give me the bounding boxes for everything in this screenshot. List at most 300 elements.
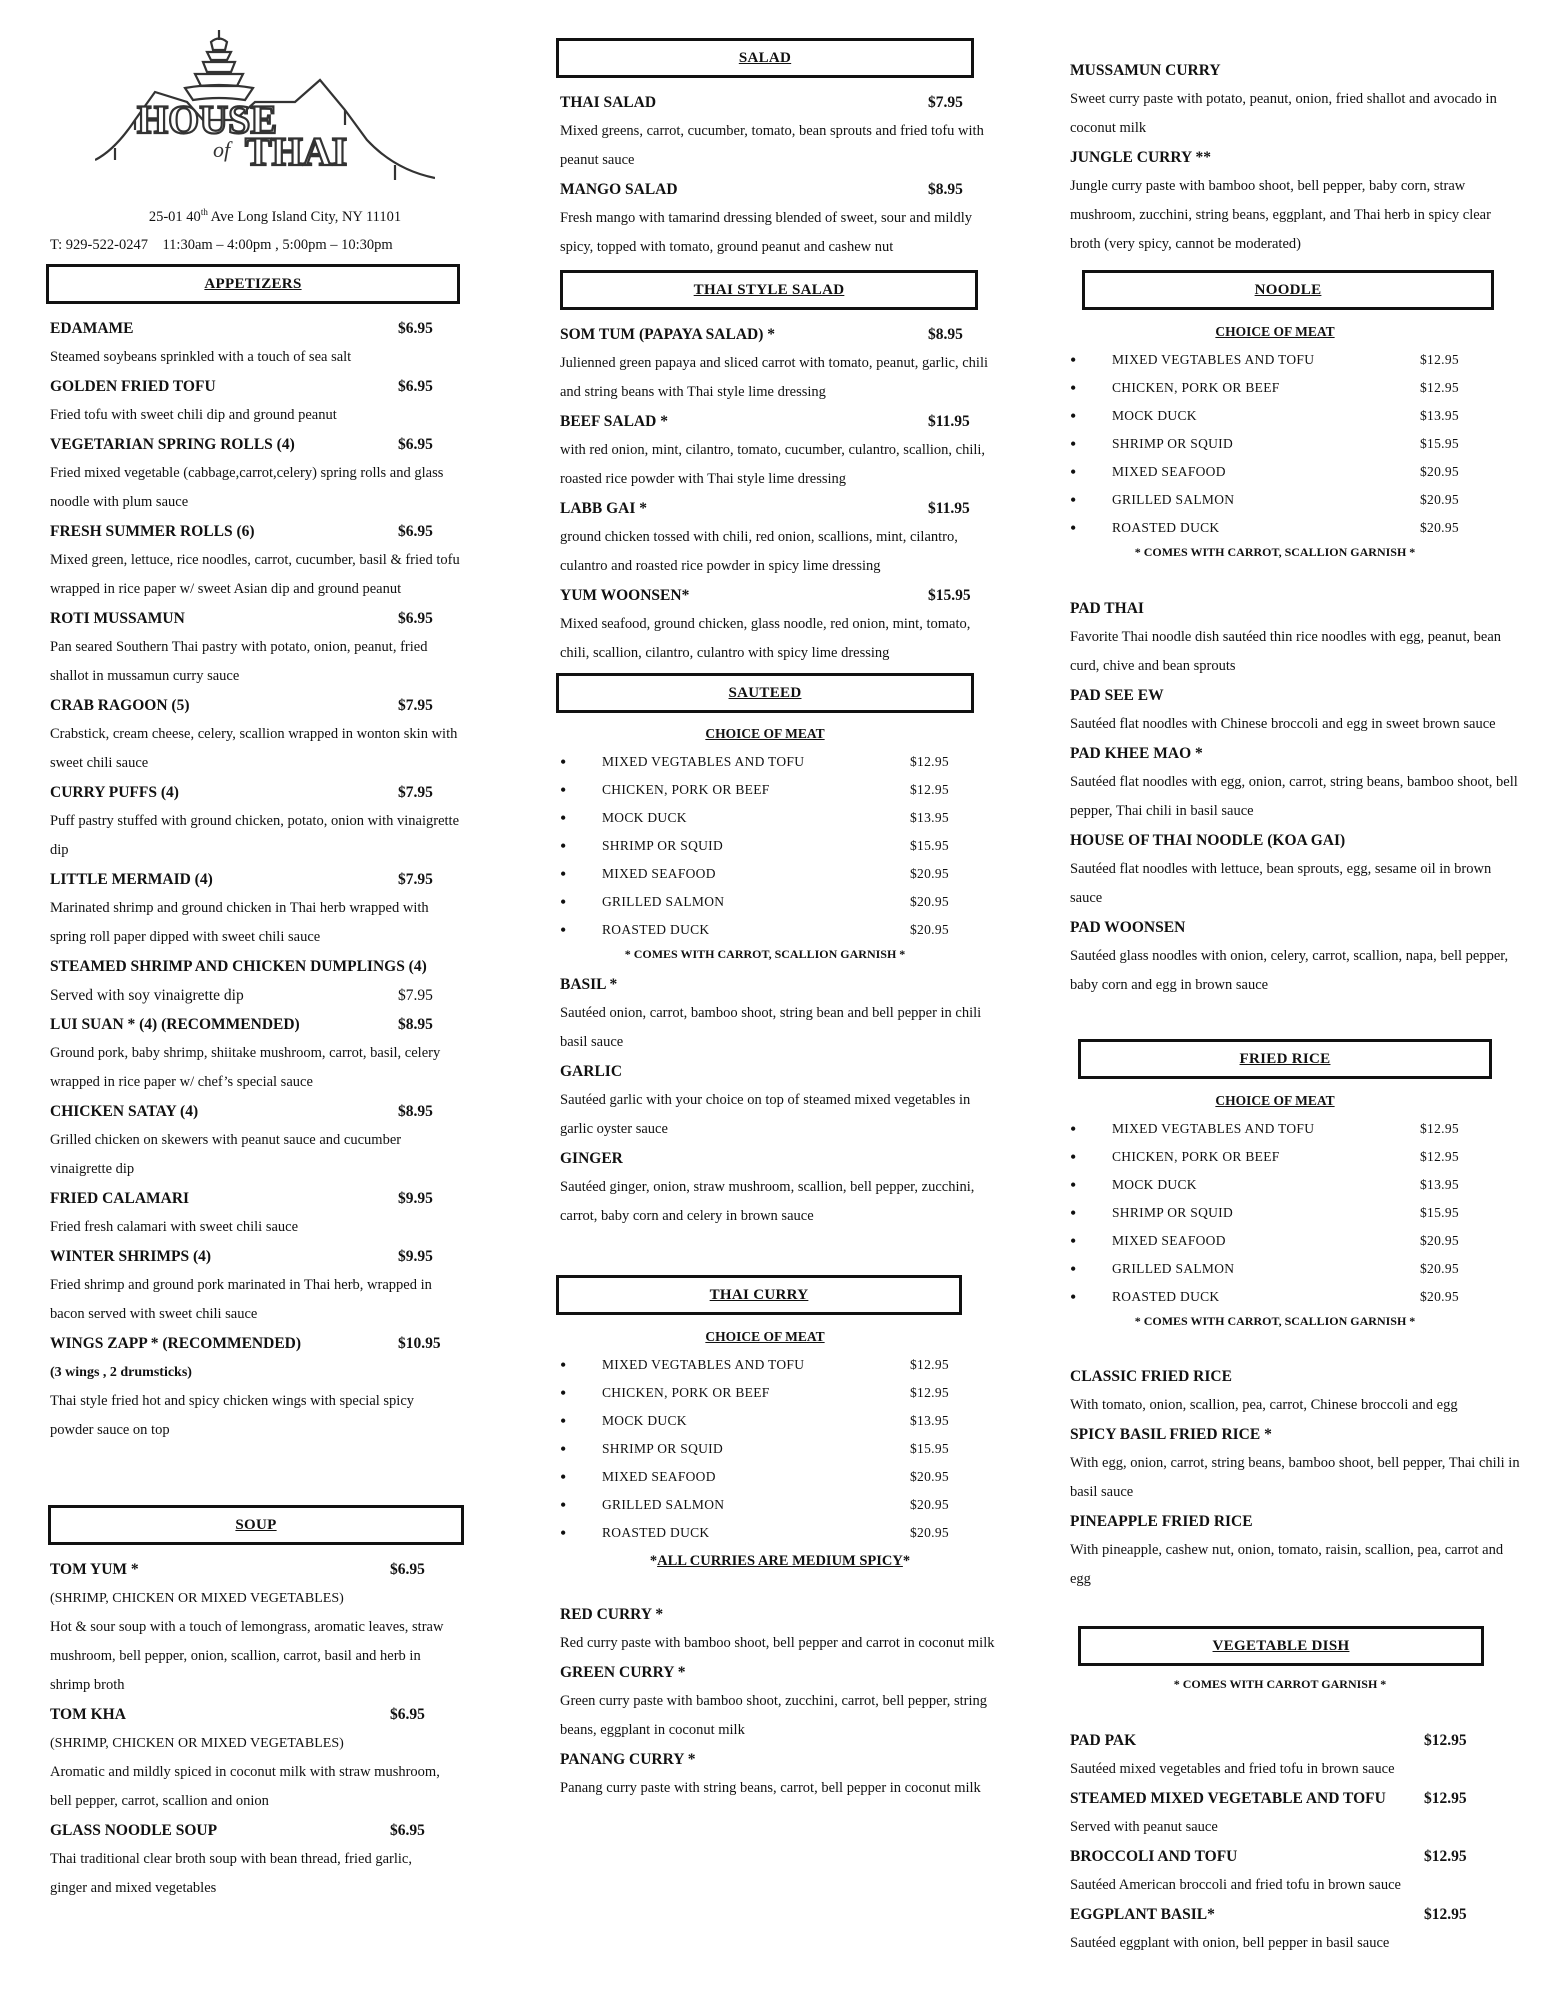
- vegetable-dish-header: VEGETABLE DISH: [1078, 1626, 1484, 1666]
- menu-item-row: [1070, 681, 1520, 710]
- meat-option: [560, 1351, 970, 1379]
- menu-item-row: [560, 494, 1000, 523]
- menu-item-row: [560, 407, 1000, 436]
- menu-item-row: [50, 1700, 450, 1729]
- meat-option-price: $20.95: [1420, 1233, 1459, 1248]
- item-description: Sautéed eggplant with onion, bell pepper in basil sauce: [1070, 1935, 1390, 1951]
- item-name: GINGER: [560, 1150, 623, 1167]
- meat-option: [560, 776, 970, 804]
- menu-item-row: [1070, 143, 1520, 172]
- noodle-header: NOODLE: [1082, 270, 1494, 310]
- meat-option-name: MIXED VEGTABLES AND TOFU: [1112, 1121, 1315, 1136]
- item-description: With pineapple, cashew nut, onion, tomato, raisin, scallion, pea, carrot and egg: [1070, 1542, 1504, 1587]
- meat-option: [1070, 402, 1480, 430]
- hours: 11:30am – 4:00pm , 5:00pm – 10:30pm: [162, 237, 393, 253]
- meat-option: [1070, 374, 1480, 402]
- item-name: WINTER SHRIMPS (4): [50, 1248, 212, 1265]
- bullet-icon: •: [1070, 1175, 1077, 1195]
- item-name: LITTLE MERMAID (4): [50, 871, 213, 888]
- fried-rice-header: FRIED RICE: [1078, 1039, 1492, 1079]
- menu-item-row: [560, 1057, 1000, 1086]
- item-name: STEAMED MIXED VEGETABLE AND TOFU: [1070, 1790, 1386, 1807]
- item-name: STEAMED SHRIMP AND CHICKEN DUMPLINGS (4): [50, 958, 427, 975]
- item-description: Red curry paste with bamboo shoot, bell pepper and carrot in coconut milk: [560, 1635, 995, 1651]
- meat-option-name: SHRIMP OR SQUID: [602, 838, 724, 853]
- item-name: BROCCOLI AND TOFU: [1070, 1848, 1238, 1865]
- item-name: PAD KHEE MAO *: [1070, 745, 1203, 762]
- meat-option-price: $15.95: [910, 1441, 949, 1456]
- item-description: Fried shrimp and ground pork marinated in Thai herb, wrapped in bacon served with sweet chili sauce: [50, 1277, 432, 1322]
- item-description: Thai style fried hot and spicy chicken wings with special spicy powder sauce on top: [50, 1393, 415, 1438]
- item-name: SPICY BASIL FRIED RICE *: [1070, 1426, 1272, 1443]
- meat-option-price: $12.95: [1420, 380, 1459, 395]
- item-name: YUM WOONSEN*: [560, 587, 690, 604]
- meat-option: [1070, 458, 1480, 486]
- choice-of-meat-list: [1070, 1115, 1480, 1311]
- meat-option-name: SHRIMP OR SQUID: [602, 1441, 724, 1456]
- item-description: Fried tofu with sweet chili dip and ground peanut: [50, 407, 337, 423]
- menu-item-row: [560, 88, 1000, 117]
- appetizers-list: [50, 314, 460, 1445]
- meat-option-name: MIXED SEAFOOD: [602, 866, 716, 881]
- address-prefix: 25-01 40: [148, 208, 201, 225]
- bullet-icon: •: [1070, 406, 1077, 426]
- item-price: $7.95: [398, 697, 433, 714]
- menu-item-row: [50, 778, 460, 807]
- thai-style-salad-list: [560, 320, 1000, 668]
- bullet-icon: •: [560, 780, 567, 800]
- menu-item-row: [50, 952, 460, 981]
- curry-spicy-note: [560, 1548, 1000, 1574]
- noodle-choice: [1070, 318, 1480, 562]
- menu-item-row: [560, 1600, 1000, 1629]
- bullet-icon: •: [560, 1383, 567, 1403]
- meat-option-price: $20.95: [1420, 492, 1459, 507]
- item-name: RED CURRY *: [560, 1606, 664, 1623]
- menu-item-row: [50, 1816, 450, 1845]
- item-description: Sautéed flat noodles with egg, onion, carrot, string beans, bamboo shoot, bell pepper, Thai chili in basil sauce: [1070, 774, 1518, 819]
- meat-option-name: MIXED SEAFOOD: [1112, 464, 1226, 479]
- meat-option-price: $15.95: [1420, 1205, 1459, 1220]
- sauteed-list: [560, 970, 1000, 1231]
- meat-option-price: $20.95: [910, 922, 949, 937]
- meat-option-price: $12.95: [1420, 1149, 1459, 1164]
- bullet-icon: •: [560, 752, 567, 772]
- logo-of-text: of: [213, 137, 231, 162]
- spicy-note-prefix: *: [649, 1553, 658, 1569]
- item-description: Green curry paste with bamboo shoot, zucchini, carrot, bell pepper, string beans, eggplant in coconut milk: [560, 1693, 988, 1738]
- item-name: ROTI MUSSAMUN: [50, 610, 185, 627]
- meat-option-name: GRILLED SALMON: [1112, 492, 1235, 507]
- logo-house-text: HOUSE: [137, 97, 278, 142]
- item-price: $7.95: [398, 871, 433, 888]
- bullet-icon: •: [560, 808, 567, 828]
- item-description: Thai traditional clear broth soup with bean thread, fried garlic, ginger and mixed vegetables: [50, 1851, 412, 1896]
- salad-list: [560, 88, 1000, 262]
- vegetable-dish-list: [1070, 1726, 1480, 1958]
- menu-item-row: [560, 1658, 1000, 1687]
- address: [50, 207, 500, 226]
- menu-item-row: [1070, 1420, 1520, 1449]
- item-name: BASIL *: [560, 976, 618, 993]
- item-name: PANANG CURRY *: [560, 1751, 696, 1768]
- item-price: $9.95: [398, 1248, 433, 1265]
- item-name: BEEF SALAD *: [560, 413, 668, 430]
- menu-item-row: [50, 1097, 460, 1126]
- menu-item-row: [50, 1184, 460, 1213]
- soup-list: [50, 1555, 450, 1903]
- bullet-icon: •: [560, 1411, 567, 1431]
- address-suffix: Ave Long Island City, NY 11101: [207, 208, 402, 225]
- meat-option-price: $13.95: [910, 1413, 949, 1428]
- item-description: Julienned green papaya and sliced carrot with tomato, peanut, garlic, chili and string beans with Thai style lime dressing: [560, 355, 988, 400]
- menu-item-row: [50, 1242, 460, 1271]
- item-name: FRIED CALAMARI: [50, 1190, 190, 1207]
- item-name: LABB GAI *: [560, 500, 647, 517]
- item-name: EDAMAME: [50, 320, 134, 337]
- choice-of-meat-title: CHOICE OF MEAT: [1215, 1093, 1335, 1108]
- menu-item-row: [50, 1010, 460, 1039]
- item-price: $12.95: [1424, 1790, 1467, 1807]
- meat-option-name: CHICKEN, PORK OR BEEF: [602, 782, 770, 797]
- thai-curry-header: THAI CURRY: [556, 1275, 962, 1315]
- thai-curry-list: [560, 1600, 1000, 1803]
- bullet-icon: •: [1070, 518, 1077, 538]
- item-description: Mixed greens, carrot, cucumber, tomato, bean sprouts and fried tofu with peanut sauce: [560, 123, 984, 168]
- item-name: HOUSE OF THAI NOODLE (KOA GAI): [1070, 832, 1346, 849]
- meat-option: [560, 748, 970, 776]
- meat-option-name: MIXED VEGTABLES AND TOFU: [602, 754, 805, 769]
- meat-option: [560, 1491, 970, 1519]
- meat-option: [560, 1463, 970, 1491]
- meat-option-price: $20.95: [910, 1497, 949, 1512]
- garnish-note: * COMES WITH CARROT, SCALLION GARNISH *: [1134, 1314, 1416, 1328]
- salad-header: SALAD: [556, 38, 974, 78]
- item-name: MUSSAMUN CURRY: [1070, 62, 1221, 79]
- item-price: $6.95: [398, 523, 433, 540]
- item-name: VEGETARIAN SPRING ROLLS (4): [50, 436, 295, 453]
- menu-item-row: [1070, 1362, 1520, 1391]
- item-name: GREEN CURRY *: [560, 1664, 686, 1681]
- item-name: EGGPLANT BASIL*: [1070, 1906, 1215, 1923]
- meat-option: [560, 804, 970, 832]
- menu-item-row: [560, 970, 1000, 999]
- bullet-icon: •: [1070, 1287, 1077, 1307]
- meat-option-price: $20.95: [1420, 1289, 1459, 1304]
- meat-option-price: $15.95: [910, 838, 949, 853]
- item-price: $6.95: [390, 1822, 425, 1839]
- menu-item-row: [1070, 739, 1520, 768]
- menu-item-row: [50, 517, 460, 546]
- bullet-icon: •: [1070, 462, 1077, 482]
- choice-of-meat-title: CHOICE OF MEAT: [705, 726, 825, 741]
- menu-item-row: [50, 372, 460, 401]
- meat-option-price: $13.95: [910, 810, 949, 825]
- meat-option-name: CHICKEN, PORK OR BEEF: [1112, 380, 1280, 395]
- item-price: $9.95: [398, 1190, 433, 1207]
- meat-option: [1070, 1283, 1480, 1311]
- bullet-icon: •: [1070, 1147, 1077, 1167]
- sauteed-choice: [560, 720, 970, 964]
- meat-option: [1070, 1199, 1480, 1227]
- meat-option: [1070, 1227, 1480, 1255]
- item-description: Aromatic and mildly spiced in coconut milk with straw mushroom, bell pepper, carrot, scallion and onion: [50, 1764, 440, 1809]
- bullet-icon: •: [560, 892, 567, 912]
- menu-item-row: [1070, 1900, 1480, 1929]
- item-description: with red onion, mint, cilantro, tomato, cucumber, culantro, scallion, chili, roasted rice powder with Thai style lime dressing: [560, 442, 986, 487]
- item-description: Panang curry paste with string beans, carrot, bell pepper in coconut milk: [560, 1780, 981, 1796]
- item-description: Steamed soybeans sprinkled with a touch of sea salt: [50, 349, 352, 365]
- item-description: Ground pork, baby shrimp, shiitake mushroom, carrot, basil, celery wrapped in rice paper w/ chef’s special sauce: [50, 1045, 441, 1090]
- item-price: $6.95: [398, 378, 433, 395]
- menu-item-row: [50, 430, 460, 459]
- item-name: FRESH SUMMER ROLLS (6): [50, 523, 255, 540]
- item-price: $11.95: [928, 500, 970, 517]
- menu-item-row: [1070, 1726, 1480, 1755]
- meat-option-price: $20.95: [1420, 464, 1459, 479]
- item-name: THAI SALAD: [560, 94, 657, 111]
- curry-more-list: [1070, 56, 1520, 259]
- item-price: $11.95: [928, 413, 970, 430]
- item-price: $12.95: [1424, 1732, 1467, 1749]
- meat-option-name: CHICKEN, PORK OR BEEF: [602, 1385, 770, 1400]
- menu-item-row: [1070, 1842, 1480, 1871]
- menu-item-row: [50, 981, 460, 1010]
- item-name: PAD WOONSEN: [1070, 919, 1186, 936]
- meat-option: [560, 916, 970, 944]
- bullet-icon: •: [560, 864, 567, 884]
- item-description: Mixed green, lettuce, rice noodles, carrot, cucumber, basil & fried tofu wrapped in rice paper w/ sweet Asian dip and ground peanut: [50, 552, 460, 597]
- garnish-note: * COMES WITH CARROT, SCALLION GARNISH *: [1134, 545, 1416, 559]
- menu-item-row: [1070, 1784, 1480, 1813]
- spicy-note-text: ALL CURRIES ARE MEDIUM SPICY: [657, 1553, 903, 1569]
- menu-item-row: [560, 175, 1000, 204]
- choice-of-meat-list: [560, 748, 970, 944]
- menu-item-row: [1070, 56, 1520, 85]
- item-description: ground chicken tossed with chili, red onion, scallions, mint, cilantro, culantro and roasted rice powder in spicy lime dressing: [560, 529, 958, 574]
- bullet-icon: •: [560, 1439, 567, 1459]
- item-name: TOM YUM *: [50, 1561, 139, 1578]
- item-name: PAD SEE EW: [1070, 687, 1164, 704]
- item-description: Hot & sour soup with a touch of lemongrass, aromatic leaves, straw mushroom, bell pepper, onion, scallion, carrot, basil and herb in shrimp broth: [50, 1619, 444, 1693]
- meat-option-name: MOCK DUCK: [1112, 1177, 1197, 1192]
- meat-option-name: SHRIMP OR SQUID: [1112, 1205, 1234, 1220]
- item-name: CLASSIC FRIED RICE: [1070, 1368, 1232, 1385]
- vegetable-garnish-note: * COMES WITH CARROT GARNISH *: [1173, 1677, 1387, 1691]
- menu-item-row: [560, 320, 1000, 349]
- item-price: $7.95: [398, 987, 433, 1004]
- item-description: Favorite Thai noodle dish sautéed thin rice noodles with egg, peanut, bean curd, chive and bean sprouts: [1070, 629, 1501, 674]
- item-description: Mixed seafood, ground chicken, glass noodle, red onion, mint, tomato, chili, scallion, cilantro, culantro with spicy lime dressing: [560, 616, 971, 661]
- item-description: With egg, onion, carrot, string beans, bamboo shoot, bell pepper, Thai chili in basil sauce: [1070, 1455, 1520, 1500]
- item-description: Fried mixed vegetable (cabbage,carrot,celery) spring rolls and glass noodle with plum sauce: [50, 465, 444, 510]
- item-price: $6.95: [398, 320, 433, 337]
- meat-option-price: $20.95: [910, 866, 949, 881]
- choice-of-meat-title: CHOICE OF MEAT: [705, 1329, 825, 1344]
- meat-option-name: GRILLED SALMON: [1112, 1261, 1235, 1276]
- bullet-icon: •: [1070, 1231, 1077, 1251]
- meat-option: [560, 1519, 970, 1547]
- sauteed-header: SAUTEED: [556, 673, 974, 713]
- item-description: Sautéed mixed vegetables and fried tofu in brown sauce: [1070, 1761, 1395, 1777]
- bullet-icon: •: [1070, 1203, 1077, 1223]
- item-description: Fried fresh calamari with sweet chili sauce: [50, 1219, 299, 1235]
- menu-item-row: [50, 865, 460, 894]
- item-price: $8.95: [398, 1103, 433, 1120]
- meat-option-price: $20.95: [910, 1469, 949, 1484]
- meat-option: [1070, 1171, 1480, 1199]
- house-of-thai-logo: [95, 30, 435, 200]
- meat-option: [560, 888, 970, 916]
- item-sub: (SHRIMP, CHICKEN OR MIXED VEGETABLES): [50, 1736, 344, 1751]
- item-description: With tomato, onion, scallion, pea, carrot, Chinese broccoli and egg: [1070, 1397, 1458, 1413]
- menu-item-row: [50, 604, 460, 633]
- item-description: Sautéed flat noodles with lettuce, bean sprouts, egg, sesame oil in brown sauce: [1070, 861, 1492, 906]
- meat-option-price: $20.95: [910, 1525, 949, 1540]
- item-name: TOM KHA: [50, 1706, 126, 1723]
- item-name: CHICKEN SATAY (4): [50, 1103, 199, 1120]
- item-description: Marinated shrimp and ground chicken in Thai herb wrapped with spring roll paper dipped with sweet chili sauce: [50, 900, 429, 945]
- item-name: LUI SUAN * (4) (RECOMMENDED): [50, 1016, 300, 1033]
- meat-option: [560, 1379, 970, 1407]
- item-price: $7.95: [928, 94, 963, 111]
- item-price: $8.95: [928, 326, 963, 343]
- meat-option: [1070, 514, 1480, 542]
- bullet-icon: •: [1070, 1119, 1077, 1139]
- menu-item-row: [50, 691, 460, 720]
- soup-header: SOUP: [48, 1505, 464, 1545]
- bullet-icon: •: [560, 1355, 567, 1375]
- bullet-icon: •: [1070, 378, 1077, 398]
- thai-style-salad-header: THAI STYLE SALAD: [560, 270, 978, 310]
- item-price: $6.95: [390, 1561, 425, 1578]
- item-description: Jungle curry paste with bamboo shoot, bell pepper, baby corn, straw mushroom, zucchini, string beans, eggplant, and Thai herb in spicy clear broth (very spicy, cannot be moderated): [1070, 178, 1491, 252]
- meat-option: [1070, 1143, 1480, 1171]
- fried-rice-choice: [1070, 1087, 1480, 1331]
- item-price: $15.95: [928, 587, 971, 604]
- bullet-icon: •: [560, 836, 567, 856]
- item-description: Fresh mango with tamarind dressing blended of sweet, sour and mildly spicy, topped with tomato, ground peanut and cashew nut: [560, 210, 972, 255]
- meat-option-name: SHRIMP OR SQUID: [1112, 436, 1234, 451]
- item-name: Served with soy vinaigrette dip: [50, 987, 244, 1004]
- item-sub: (3 wings , 2 drumsticks): [50, 1365, 192, 1380]
- meat-option-price: $15.95: [1420, 436, 1459, 451]
- meat-option-name: ROASTED DUCK: [1112, 520, 1220, 535]
- phone: T: 929-522-0247: [50, 237, 148, 253]
- meat-option-price: $12.95: [910, 1385, 949, 1400]
- meat-option: [560, 1407, 970, 1435]
- bullet-icon: •: [1070, 490, 1077, 510]
- fried-rice-list: [1070, 1362, 1520, 1594]
- item-price: $7.95: [398, 784, 433, 801]
- menu-item-row: [560, 1745, 1000, 1774]
- item-price: $6.95: [398, 436, 433, 453]
- item-description: Grilled chicken on skewers with peanut sauce and cucumber vinaigrette dip: [50, 1132, 402, 1177]
- spicy-note-suffix: *: [902, 1553, 911, 1569]
- item-price: $8.95: [398, 1016, 433, 1033]
- menu-item-row: [1070, 826, 1520, 855]
- meat-option-name: ROASTED DUCK: [1112, 1289, 1220, 1304]
- meat-option-price: $12.95: [910, 782, 949, 797]
- contact-hours: [50, 237, 500, 254]
- item-name: SOM TUM (PAPAYA SALAD) *: [560, 326, 776, 343]
- item-price: $6.95: [390, 1706, 425, 1723]
- meat-option-name: GRILLED SALMON: [602, 1497, 725, 1512]
- item-name: GLASS NOODLE SOUP: [50, 1822, 218, 1839]
- meat-option-price: $12.95: [910, 1357, 949, 1372]
- item-description: Served with peanut sauce: [1070, 1819, 1218, 1835]
- item-price: $10.95: [398, 1335, 441, 1352]
- item-price: $12.95: [1424, 1906, 1467, 1923]
- choice-of-meat-list: [560, 1351, 970, 1547]
- item-price: $12.95: [1424, 1848, 1467, 1865]
- item-description: Sautéed glass noodles with onion, celery, carrot, scallion, napa, bell pepper, baby corn and egg in brown sauce: [1070, 948, 1509, 993]
- item-price: $8.95: [928, 181, 963, 198]
- bullet-icon: •: [560, 920, 567, 940]
- meat-option-name: MOCK DUCK: [602, 810, 687, 825]
- meat-option-price: $20.95: [1420, 520, 1459, 535]
- item-name: WINGS ZAPP * (RECOMMENDED): [50, 1335, 302, 1352]
- meat-option-name: MIXED VEGTABLES AND TOFU: [602, 1357, 805, 1372]
- meat-option: [1070, 1115, 1480, 1143]
- bullet-icon: •: [560, 1495, 567, 1515]
- meat-option-price: $12.95: [1420, 352, 1459, 367]
- garnish-note: * COMES WITH CARROT, SCALLION GARNISH *: [624, 947, 906, 961]
- item-description: Sautéed onion, carrot, bamboo shoot, string bean and bell pepper in chili basil sauce: [560, 1005, 982, 1050]
- item-description: Puff pastry stuffed with ground chicken, potato, onion with vinaigrette dip: [50, 813, 460, 858]
- meat-option: [560, 832, 970, 860]
- item-description: Sweet curry paste with potato, peanut, onion, fried shallot and avocado in coconut milk: [1070, 91, 1497, 136]
- meat-option-price: $13.95: [1420, 1177, 1459, 1192]
- bullet-icon: •: [560, 1523, 567, 1543]
- meat-option-name: GRILLED SALMON: [602, 894, 725, 909]
- meat-option: [1070, 346, 1480, 374]
- meat-option-price: $12.95: [1420, 1121, 1459, 1136]
- meat-option-price: $13.95: [1420, 408, 1459, 423]
- meat-option-name: MIXED SEAFOOD: [1112, 1233, 1226, 1248]
- item-name: CURRY PUFFS (4): [50, 784, 179, 801]
- menu-item-row: [1070, 1507, 1520, 1536]
- item-name: GARLIC: [560, 1063, 623, 1080]
- item-name: PAD THAI: [1070, 600, 1144, 617]
- item-description: Sautéed flat noodles with Chinese broccoli and egg in sweet brown sauce: [1070, 716, 1496, 732]
- menu-item-row: [50, 1329, 460, 1358]
- menu-item-row: [560, 1144, 1000, 1173]
- appetizers-header: APPETIZERS: [46, 264, 460, 304]
- item-description: Sautéed ginger, onion, straw mushroom, scallion, bell pepper, zucchini, carrot, baby corn and celery in brown sauce: [560, 1179, 975, 1224]
- meat-option-name: ROASTED DUCK: [602, 922, 710, 937]
- item-name: MANGO SALAD: [560, 181, 678, 198]
- meat-option-name: MOCK DUCK: [602, 1413, 687, 1428]
- menu-item-row: [50, 1555, 450, 1584]
- item-description: Crabstick, cream cheese, celery, scallion wrapped in wonton skin with sweet chili sauce: [50, 726, 458, 771]
- meat-option-name: ROASTED DUCK: [602, 1525, 710, 1540]
- item-price: $6.95: [398, 610, 433, 627]
- menu-item-row: [1070, 594, 1520, 623]
- menu-item-row: [1070, 913, 1520, 942]
- choice-of-meat-list: [1070, 346, 1480, 542]
- meat-option-name: MIXED SEAFOOD: [602, 1469, 716, 1484]
- logo-thai-text: THAI: [245, 129, 348, 174]
- meat-option: [1070, 486, 1480, 514]
- bullet-icon: •: [1070, 434, 1077, 454]
- meat-option-name: CHICKEN, PORK OR BEEF: [1112, 1149, 1280, 1164]
- item-name: PINEAPPLE FRIED RICE: [1070, 1513, 1253, 1530]
- meat-option-name: MOCK DUCK: [1112, 408, 1197, 423]
- bullet-icon: •: [1070, 1259, 1077, 1279]
- item-description: Pan seared Southern Thai pastry with potato, onion, peanut, fried shallot in mussamun curry sauce: [50, 639, 428, 684]
- item-sub: (SHRIMP, CHICKEN OR MIXED VEGETABLES): [50, 1591, 344, 1606]
